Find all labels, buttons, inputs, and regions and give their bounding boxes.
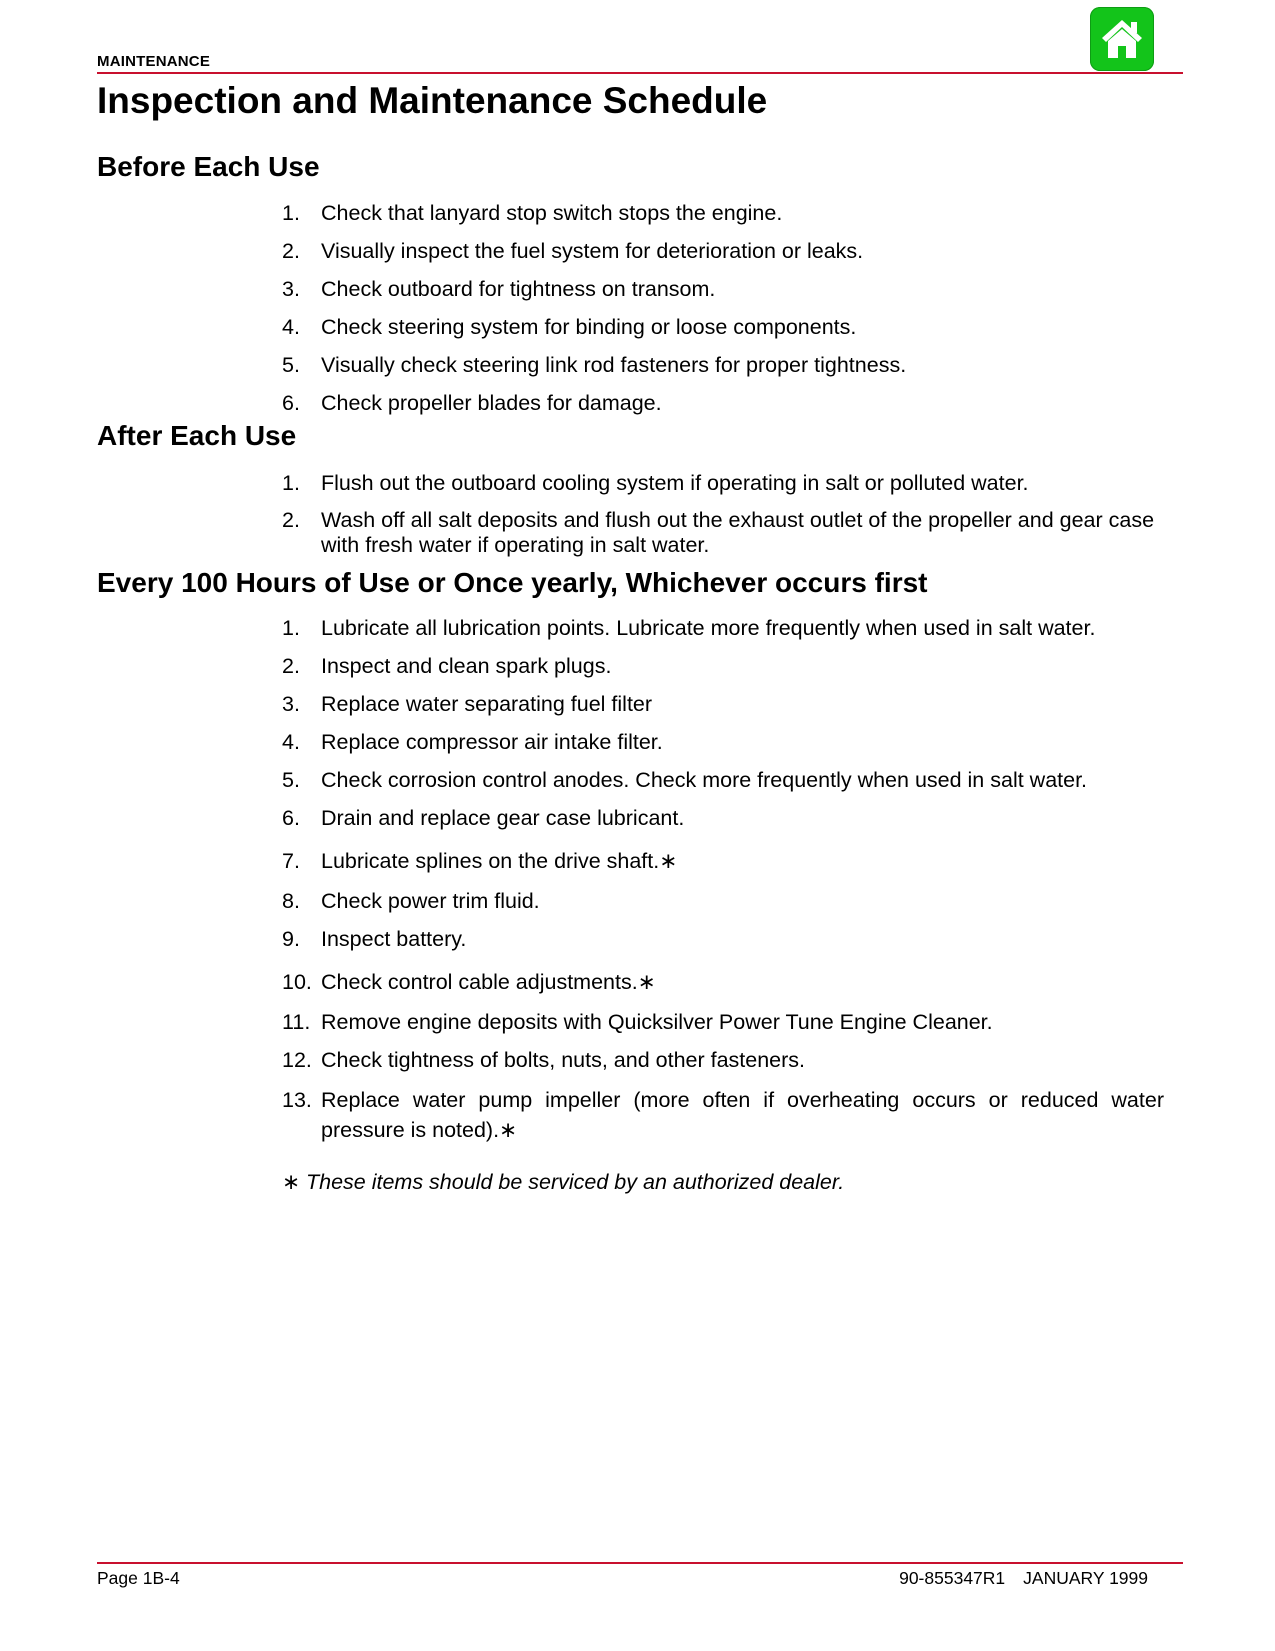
list-item [282,729,1164,756]
home-button[interactable] [1090,7,1154,71]
item-text: Check outboard for tightness on transom. [321,277,716,301]
list-item [282,352,1164,379]
every-100-hours-list [282,615,1164,1145]
item-text: Check corrosion control anodes. Check more frequently when used in salt water. [321,768,1088,792]
item-number: 6. [282,806,300,830]
item-number: 6. [282,391,300,415]
footer-doc-info [899,1568,1148,1589]
item-number: 13. [282,1088,312,1112]
item-number: 10. [282,970,312,994]
footnote: ∗ These items should be serviced by an authorized dealer. [282,1170,845,1194]
item-text: Flush out the outboard cooling system if operating in salt or polluted water. [321,471,1029,495]
item-text: Inspect and clean spark plugs. [321,654,612,678]
doc-number: 90-855347R1 [899,1568,1006,1588]
header-rule [97,72,1183,74]
list-item [282,314,1164,341]
item-text: Lubricate all lubrication points. Lubricate more frequently when used in salt water. [321,616,1096,640]
item-text: Visually check steering link rod fasteners for proper tightness. [321,353,907,377]
item-text: Check tightness of bolts, nuts, and other fasteners. [321,1048,806,1072]
item-number: 5. [282,768,300,792]
section-label: MAINTENANCE [97,53,211,70]
list-item [282,926,1164,953]
list-item [282,848,1164,875]
item-number: 2. [282,508,300,532]
item-number: 12. [282,1048,312,1072]
list-item [282,615,1164,642]
item-text: Check power trim fluid. [321,889,540,913]
item-number: 11. [282,1010,311,1034]
list-item [282,238,1164,265]
list-item [282,200,1164,227]
item-text: Check that lanyard stop switch stops the engine. [321,201,783,225]
item-number: 2. [282,239,300,263]
list-item [282,470,1164,497]
list-item [282,888,1164,915]
item-text: Drain and replace gear case lubricant. [321,806,685,830]
before-each-use-list [282,200,1164,417]
list-item [282,1047,1164,1074]
list-item [282,767,1164,794]
item-text: Lubricate splines on the drive shaft.∗ [321,849,678,873]
list-item [282,390,1164,417]
item-text: Visually inspect the fuel system for deterioration or leaks. [321,239,864,263]
item-text: Check propeller blades for damage. [321,391,662,415]
item-number: 1. [282,201,300,225]
item-text: Check steering system for binding or loose components. [321,315,857,339]
item-text: Replace water separating fuel filter [321,692,653,716]
section-heading-after-each-use: After Each Use [97,420,297,451]
item-text: Replace water pump impeller (more often if overheating occurs or reduced water pressure is noted).∗ [321,1088,1164,1142]
item-number: 4. [282,315,300,339]
list-item [282,691,1164,718]
item-text: Check control cable adjustments.∗ [321,970,656,994]
item-number: 7. [282,849,300,873]
item-number: 8. [282,889,300,913]
item-number: 5. [282,353,300,377]
list-item [282,1085,1164,1145]
item-number: 1. [282,471,300,495]
page-number: Page 1B-4 [97,1568,180,1588]
item-number: 1. [282,616,300,640]
item-number: 4. [282,730,300,754]
list-item [282,805,1164,832]
item-number: 2. [282,654,300,678]
list-item [282,969,1164,996]
item-text: Replace compressor air intake filter. [321,730,663,754]
list-item [282,653,1164,680]
section-heading-every-100-hours: Every 100 Hours of Use or Once yearly, Whichever occurs first [97,567,928,598]
item-number: 3. [282,692,300,716]
doc-date: JANUARY 1999 [1023,1568,1148,1588]
item-text: Wash off all salt deposits and flush out the exhaust outlet of the propeller and gear case with fresh water if operating in salt water. [321,508,1155,557]
after-each-use-list [282,470,1164,558]
footer-rule [97,1562,1183,1564]
item-text: Remove engine deposits with Quicksilver Power Tune Engine Cleaner. [321,1010,993,1034]
home-icon [1097,14,1147,64]
item-number: 3. [282,277,300,301]
page-title: Inspection and Maintenance Schedule [97,80,768,121]
item-number: 9. [282,927,300,951]
section-heading-before-each-use: Before Each Use [97,151,320,182]
list-item [282,276,1164,303]
list-item [282,508,1164,558]
list-item [282,1009,1164,1036]
item-text: Inspect battery. [321,927,467,951]
